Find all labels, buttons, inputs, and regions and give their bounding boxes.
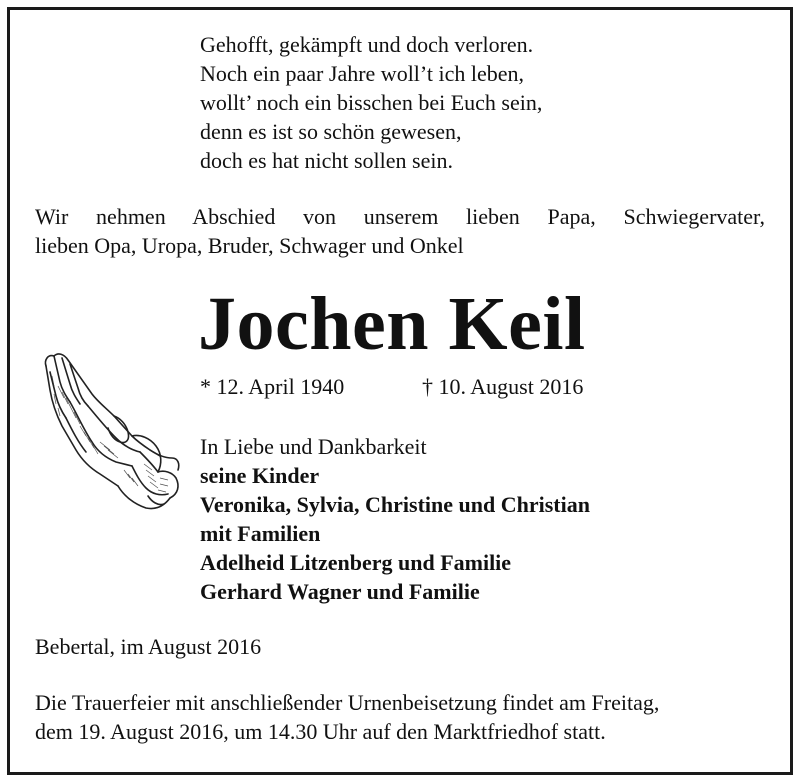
poem — [200, 30, 542, 175]
mourner-line: seine Kinder — [200, 463, 320, 488]
mourner-line: mit Familien — [200, 521, 321, 546]
mourner-line: Gerhard Wagner und Familie — [200, 579, 480, 604]
funeral-service-info — [35, 688, 659, 746]
poem-line: doch es hat nicht sollen sein. — [200, 148, 453, 173]
mourner-line: Veronika, Sylvia, Christine und Christian — [200, 492, 590, 517]
mourners-block — [200, 432, 590, 606]
intro-line: lieben Opa, Uropa, Bruder, Schwager und Onkel — [35, 233, 464, 258]
praying-hands-icon — [40, 346, 182, 518]
poem-line: denn es ist so schön gewesen, — [200, 119, 462, 144]
birth-date: * 12. April 1940 — [200, 374, 345, 399]
mourner-line: Adelheid Litzenberg und Familie — [200, 550, 512, 575]
service-line: dem 19. August 2016, um 14.30 Uhr auf den Marktfriedhof statt. — [35, 719, 606, 744]
intro-line: Wir nehmen Abschied von unserem lieben Papa, Schwiegervater, — [35, 204, 765, 229]
service-line: Die Trauerfeier mit anschließender Urnenbeisetzung findet am Freitag, — [35, 690, 660, 715]
death-date: † 10. August 2016 — [422, 374, 584, 399]
mourners-opening: In Liebe und Dankbarkeit — [200, 434, 427, 459]
place-and-date: Bebertal, im August 2016 — [35, 634, 262, 659]
poem-line: Gehofft, gekämpft und doch verloren. — [200, 32, 534, 57]
poem-line: wollt’ noch ein bisschen bei Euch sein, — [200, 90, 543, 115]
farewell-intro — [35, 202, 765, 260]
poem-line: Noch ein paar Jahre woll’t ich leben, — [200, 61, 524, 86]
deceased-name: Jochen Keil — [198, 282, 586, 366]
